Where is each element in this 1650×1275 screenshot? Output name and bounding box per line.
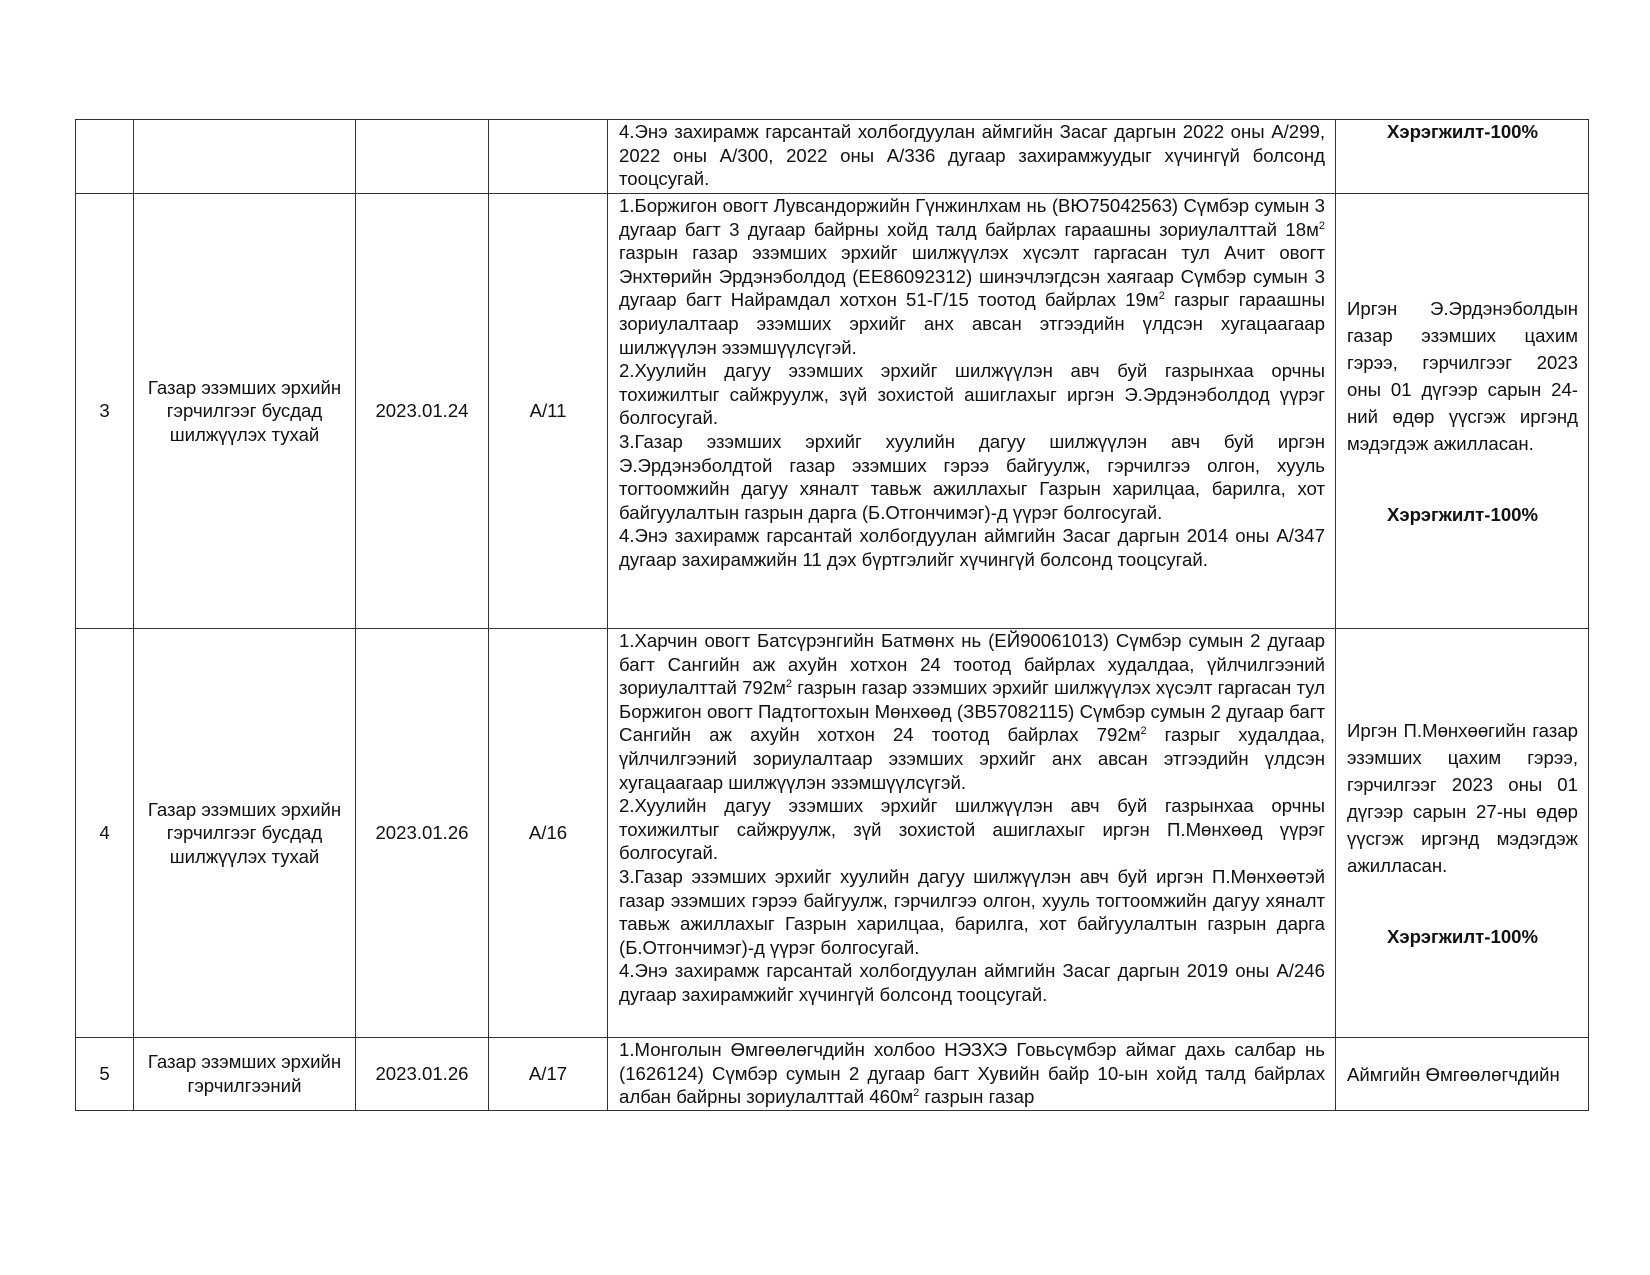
- order-date: 2023.01.26: [356, 629, 489, 1038]
- order-paragraph: 1.Монголын Өмгөөлөгчдийн холбоо НЭЗХЭ Говьсүмбэр аймаг дахь салбар нь (1626124) Сүмбэр сумын 2 дугаар багт Хувийн байр 10-ын хойд талд байрлах албан байрны зориулалттай $460м^2$ газрын газар: [619, 1039, 1325, 1108]
- order-date: [356, 120, 489, 194]
- row-number: 5: [76, 1038, 134, 1111]
- order-paragraph: 2.Хуулийн дагуу эзэмших эрхийг шилжүүлэн авч буй газрынхаа орчны тохижилтыг сайжруулж, зүй зохистой ашиглахыг иргэн П.Мөнхөөд үүрэг болгосугай.: [619, 795, 1325, 864]
- order-paragraph: 1.Боржигон овогт Лувсандоржийн Гүнжинлхам нь (ВЮ75042563) Сүмбэр сумын 3 дугаар багт 3 дугаар байрны хойд талд байрлах гараашны зориулалттай $18м^2$ газрын газар эзэмших эрхийг шилжүүлэх хүсэлт гаргасан тул Ачит овогт Энхтөрийн Эрдэнэболдод (ЕЕ86092312) шинэчлэгдсэн хаягаар Сүмбэр сумын 3 дугаар багт Найрамдал хотхон 51-Г/15 тоотод байрлах $19м^2$ газрыг гараашны зориулалтаар эзэмших эрхийг анх авсан этгээдийн үлдсэн хугацаагаар шилжүүлэн эзэмшүүлсүгэй.: [619, 195, 1325, 358]
- order-paragraph: 4.Энэ захирамж гарсантай холбогдуулан аймгийн Засаг даргын 2019 оны А/246 дугаар захирамжийг хүчингүй болсонд тооцсугай.: [619, 960, 1325, 1005]
- order-title: Газар эзэмших эрхийн гэрчилгээний: [134, 1038, 356, 1111]
- table-row: [76, 1038, 1589, 1111]
- order-code: А/17: [489, 1038, 608, 1111]
- orders-table: [75, 119, 1589, 1111]
- table-row: [76, 629, 1589, 1038]
- order-paragraph: 1.Харчин овогт Батсүрэнгийн Батмөнх нь (ЕЙ90061013) Сүмбэр сумын 2 дугаар багт Сангийн аж ахуйн хотхон 24 тоотод байрлах худалдаа, үйлчилгээний зориулалттай $792м^2$ газрын газар эзэмших эрхийг шилжүүлэх хүсэлт гаргасан тул Боржигон овогт Падтогтохын Мөнхөөд (ЗВ57082115) Сүмбэр сумын 2 дугаар багт Сангийн аж ахуйн хотхон 24 тоотод байрлах $792м^2$ газрыг худалдаа, үйлчилгээний зориулалтаар эзэмших эрхийг анх авсан этгээдийн үлдсэн хугацаагаар шилжүүлэн эзэмшүүлсүгэй.: [619, 630, 1325, 793]
- order-result: [1336, 629, 1589, 1038]
- result-text: Иргэн П.Мөнхөөгийн газар эзэмших цахим гэрээ, гэрчилгээг 2023 оны 01 дүгээр сарын 27-ны өдөр үүсгэж иргэнд мэдэгдэж ажилласан.: [1347, 720, 1578, 877]
- status-badge: Хэрэгжилт-100%: [1386, 121, 1539, 142]
- row-number: 3: [76, 194, 134, 629]
- result-text: Иргэн Э.Эрдэнэболдын газар эзэмших цахим гэрээ, гэрчилгээг 2023 оны 01 дүгээр сарын 24-ний өдөр үүсгэж иргэнд мэдэгдэж ажилласан.: [1347, 298, 1578, 455]
- order-result: [1336, 1038, 1589, 1111]
- row-number: [76, 120, 134, 194]
- order-code: А/11: [489, 194, 608, 629]
- order-content: [608, 1038, 1336, 1111]
- result-text: Аймгийн Өмгөөлөгчдийн: [1347, 1063, 1560, 1085]
- table-row: [76, 120, 1589, 194]
- order-paragraph: 4.Энэ захирамж гарсантай холбогдуулан аймгийн Засаг даргын 2022 оны А/299, 2022 оны А/300, 2022 оны А/336 дугаар захирамжуудыг хүчингүй болсонд тооцсугай.: [619, 121, 1325, 190]
- order-paragraph: 2.Хуулийн дагуу эзэмших эрхийг шилжүүлэн авч буй газрынхаа орчны тохижилтыг сайжруулж, зүй зохистой ашиглахыг иргэн Э.Эрдэнэболдод үүрэг болгосугай.: [619, 360, 1325, 429]
- order-result: [1336, 120, 1589, 194]
- order-content: [608, 120, 1336, 194]
- order-result: [1336, 194, 1589, 629]
- status-badge: Хэрэгжилт-100%: [1386, 504, 1539, 526]
- order-title: [134, 120, 356, 194]
- order-paragraph: 3.Газар эзэмших эрхийг хуулийн дагуу шилжүүлэн авч буй иргэн П.Мөнхөөтэй газар эзэмших гэрээ байгуулж, гэрчилгээ олгон, хууль тогтоомжийн дагуу хяналт тавьж ажиллахыг Газрын харилцаа, барилга, хот байгуулалтын газрын дарга (Б.Отгончимэг)-д үүрэг болгосугай.: [619, 865, 1325, 958]
- table-row: [76, 194, 1589, 629]
- order-title: Газар эзэмших эрхийн гэрчилгээг бусдад шилжүүлэх тухай: [134, 194, 356, 629]
- order-code: [489, 120, 608, 194]
- row-number: 4: [76, 629, 134, 1038]
- order-paragraph: 4.Энэ захирамж гарсантай холбогдуулан аймгийн Засаг даргын 2014 оны А/347 дугаар захирамжийн 11 дэх бүртгэлийг хүчингүй болсонд тооцсугай.: [619, 525, 1325, 570]
- status-badge: Хэрэгжилт-100%: [1386, 926, 1539, 948]
- order-date: 2023.01.26: [356, 1038, 489, 1111]
- order-content: [608, 629, 1336, 1038]
- order-code: А/16: [489, 629, 608, 1038]
- order-title: Газар эзэмших эрхийн гэрчилгээг бусдад шилжүүлэх тухай: [134, 629, 356, 1038]
- order-content: [608, 194, 1336, 629]
- order-paragraph: 3.Газар эзэмших эрхийг хуулийн дагуу шилжүүлэн авч буй иргэн Э.Эрдэнэболдтой газар эзэмших гэрээ байгуулж, гэрчилгээ олгон, хууль тогтоомжийн дагуу хяналт тавьж ажиллахыг Газрын харилцаа, барилга, хот байгуулалтын газрын дарга (Б.Отгончимэг)-д үүрэг болгосугай.: [619, 430, 1325, 523]
- order-date: 2023.01.24: [356, 194, 489, 629]
